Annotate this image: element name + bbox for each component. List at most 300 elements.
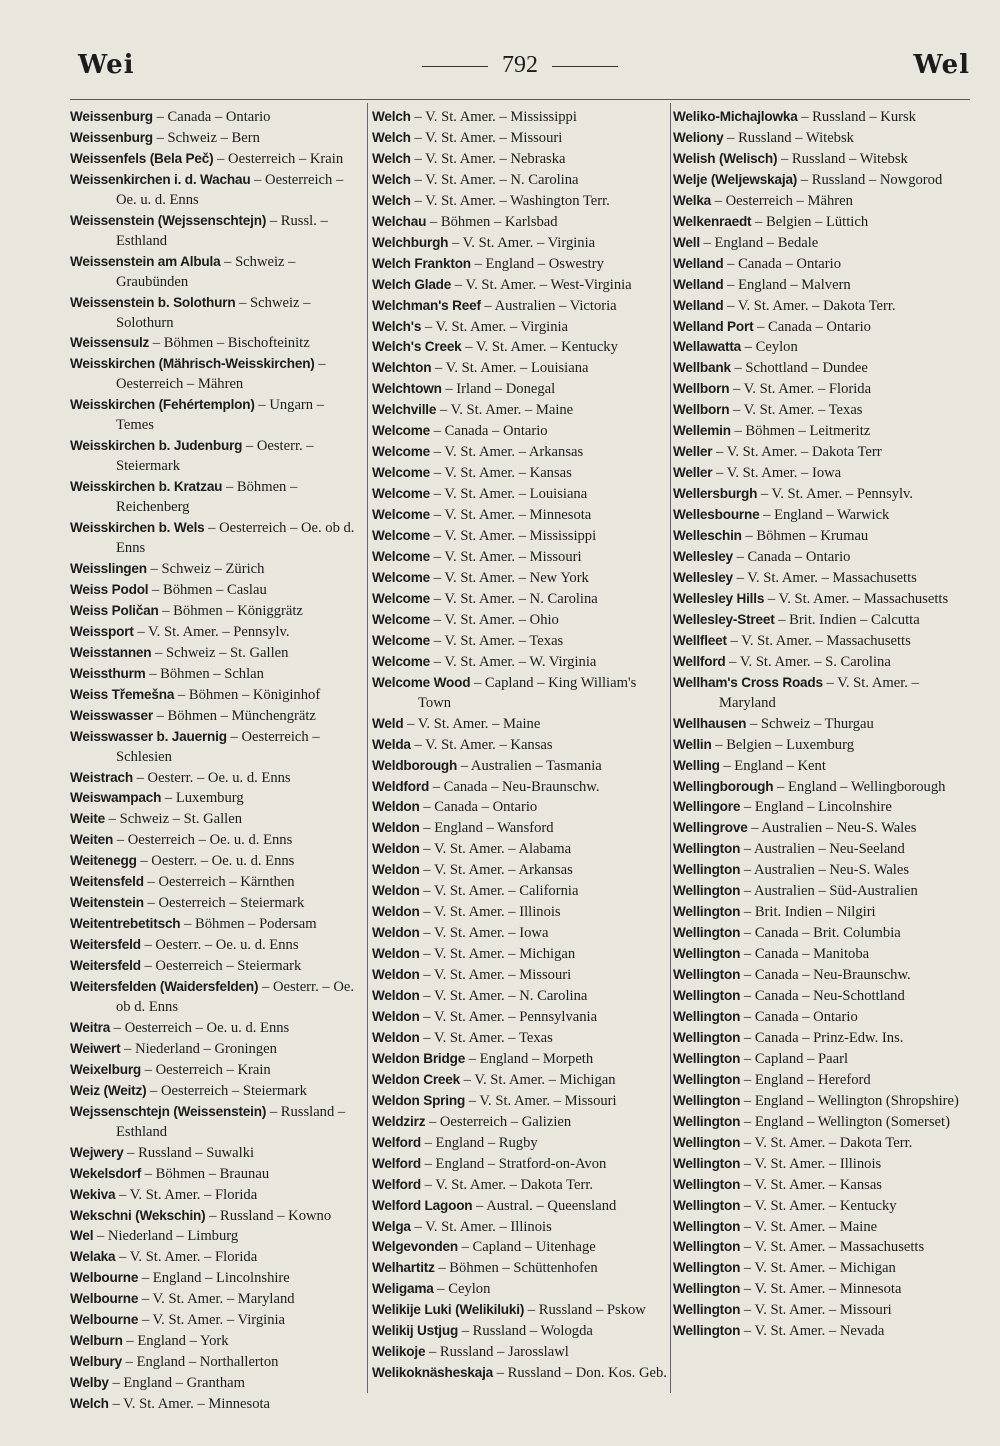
entry-location: – V. St. Amer. – Missouri	[740, 1302, 892, 1319]
entry-location: – V. St. Amer. – Minnesota	[108, 1396, 271, 1413]
entry-location: – Russland – Kowno	[205, 1207, 332, 1224]
entry-location: – Austral. – Queensland	[472, 1197, 617, 1214]
entry-headword: Welcome	[372, 486, 431, 502]
entry-headword: Wellington	[673, 904, 741, 920]
gazetteer-entry	[70, 768, 362, 789]
entry-headword: Weldon	[372, 1029, 420, 1045]
gazetteer-entry	[70, 1268, 362, 1289]
entry-location: – V. St. Amer. – Florida	[115, 1249, 258, 1266]
gazetteer-entry	[70, 107, 362, 128]
gazetteer-entry	[372, 1028, 668, 1049]
entry-headword: Weldon	[372, 883, 420, 899]
entry-location: – Oesterreich – Steiermark	[146, 1082, 307, 1099]
entry-headword: Weldon Spring	[372, 1092, 466, 1108]
entry-headword: Welka	[673, 192, 712, 208]
gazetteer-entry	[673, 839, 973, 860]
gazetteer-entry	[70, 643, 362, 664]
entry-headword: Wellemin	[673, 423, 731, 439]
entry-location: – England – Grantham	[108, 1375, 245, 1392]
gazetteer-entry	[372, 986, 668, 1007]
entry-headword: Weite	[70, 811, 106, 827]
entry-headword: Weitersfeld	[70, 958, 141, 974]
entry-location: – Ceylon	[741, 339, 798, 356]
entry-location: – V. St. Amer. – Florida	[729, 381, 872, 398]
page-header	[70, 50, 970, 90]
entry-headword: Welchton	[372, 360, 432, 376]
entry-location: – Russland – Wologda	[458, 1323, 593, 1340]
entry-headword: Wellesley Hills	[673, 590, 765, 606]
entry-location: – Australien – Neu-Seeland	[740, 841, 905, 858]
gazetteer-entry	[70, 1206, 362, 1227]
gazetteer-entry	[70, 706, 362, 727]
gazetteer-entry	[372, 923, 668, 944]
entry-location: – Belgien – Lüttich	[751, 213, 869, 230]
entry-location: – Brit. Indien – Calcutta	[774, 611, 920, 628]
entry-headword: Wekschni (Wekschin)	[70, 1207, 206, 1223]
entry-location: – V. St. Amer. – Michigan	[419, 946, 576, 963]
gazetteer-entry	[372, 1070, 668, 1091]
gazetteer-entry	[673, 1175, 973, 1196]
entry-headword: Weldon	[372, 799, 420, 815]
gazetteer-entry	[70, 170, 362, 211]
entry-headword: Wellhausen	[673, 715, 747, 731]
gazetteer-entry	[372, 1321, 668, 1342]
gazetteer-entry	[372, 797, 668, 818]
gazetteer-entry	[673, 1196, 973, 1217]
entry-headword: Weitentrebetitsch	[70, 916, 181, 932]
gazetteer-entry	[673, 902, 973, 923]
gazetteer-entry	[673, 714, 973, 735]
entry-location: – Canada – Prinz-Edw. Ins.	[740, 1029, 904, 1046]
gazetteer-entry	[372, 631, 668, 652]
entry-headword: Weldon	[372, 841, 420, 857]
gazetteer-entry	[372, 902, 668, 923]
entry-headword: Weissenstein am Albula	[70, 253, 221, 269]
gazetteer-entry	[372, 881, 668, 902]
gazetteer-entry	[70, 559, 362, 580]
entry-headword: Weiswampach	[70, 790, 162, 806]
entry-headword: Wellfleet	[673, 632, 727, 648]
gazetteer-entry	[372, 1091, 668, 1112]
gazetteer-entry	[372, 818, 668, 839]
gazetteer-entry	[70, 1352, 362, 1373]
gazetteer-entry	[673, 296, 973, 317]
entry-location: – England – Wellington (Somerset)	[740, 1113, 950, 1130]
entry-headword: Weitensfeld	[70, 874, 144, 890]
entry-location: – V. St. Amer. – S. Carolina	[725, 653, 891, 670]
entry-headword: Welby	[70, 1375, 109, 1391]
gazetteer-entry	[673, 358, 973, 379]
gazetteer-entry	[70, 1310, 362, 1331]
entry-headword: Welda	[372, 736, 411, 752]
entry-location: – Russland – Nowgorod	[797, 171, 943, 188]
entry-headword: Wellesley	[673, 569, 733, 585]
entry-location: – England – Malvern	[723, 276, 851, 293]
entry-headword: Welford	[372, 1155, 421, 1171]
entry-headword: Weisskirchen (Mährisch-Weisskirchen)	[70, 356, 315, 372]
entry-headword: Wellersburgh	[673, 486, 758, 502]
entry-headword: Weisswasser b. Jauernig	[70, 728, 227, 744]
gazetteer-entry	[70, 622, 362, 643]
entry-headword: Welch	[372, 171, 411, 187]
entry-location: – Canada – Ontario	[753, 318, 871, 335]
entry-location: – Ceylon	[433, 1281, 491, 1298]
entry-location: – Russland – Jarosslawl	[425, 1344, 569, 1361]
entry-headword: Wellington	[673, 925, 741, 941]
gazetteer-entry	[70, 518, 362, 559]
entry-location: – V. St. Amer. – Mississippi	[430, 528, 597, 545]
entry-headword: Weissenfels (Bela Peč)	[70, 150, 214, 166]
gazetteer-entry	[70, 851, 362, 872]
entry-location: – V. St. Amer. – Missouri	[465, 1092, 617, 1109]
entry-headword: Wellington	[673, 1218, 741, 1234]
gazetteer-entry	[70, 685, 362, 706]
entry-headword: Welcome	[372, 528, 431, 544]
entry-headword: Weldon	[372, 820, 420, 836]
gazetteer-entry	[70, 580, 362, 601]
entry-headword: Wellesbourne	[673, 507, 760, 523]
entry-headword: Welchburgh	[372, 234, 449, 250]
gazetteer-entry	[372, 526, 668, 547]
entry-location: – England – Northallerton	[121, 1354, 279, 1371]
entry-headword: Weixelburg	[70, 1061, 142, 1077]
entry-location: – Australien – Süd-Australien	[740, 883, 918, 900]
entry-headword: Welling	[673, 757, 720, 773]
gazetteer-entry	[673, 1321, 973, 1342]
entry-headword: Weissport	[70, 623, 134, 639]
entry-location: – England – Lincolnshire	[138, 1270, 290, 1287]
gazetteer-entry	[372, 233, 668, 254]
entry-location: – V. St. Amer. – Missouri	[410, 129, 563, 146]
gazetteer-entry	[372, 756, 668, 777]
gazetteer-entry	[372, 1049, 668, 1070]
entry-headword: Weiss Poličan	[70, 602, 159, 618]
gazetteer-entry	[673, 379, 973, 400]
entry-headword: Wellington	[673, 1197, 741, 1213]
entry-location: – Oesterreich – Schlesien	[116, 728, 320, 765]
entry-location: – England – Wellingborough	[773, 778, 946, 795]
entry-headword: Welland	[673, 255, 724, 271]
entry-headword: Weissenstein (Wejssenschtejn)	[70, 212, 267, 228]
entry-location: – Russland – Suwalki	[123, 1144, 255, 1161]
entry-location: – V. St. Amer. – Iowa	[419, 925, 549, 942]
gazetteer-entry	[372, 1258, 668, 1279]
entry-location: – Oesterr. – Oe. u. d. Enns	[132, 769, 291, 786]
entry-headword: Welbourne	[70, 1291, 139, 1307]
gazetteer-entry	[673, 191, 973, 212]
entry-headword: Welikoje	[372, 1344, 426, 1360]
entry-headword: Welch	[372, 192, 411, 208]
entry-headword: Weldon	[372, 967, 420, 983]
entry-headword: Weller	[673, 444, 713, 460]
gazetteer-entry	[673, 589, 973, 610]
entry-location: – Oesterreich – Steiermark	[143, 895, 305, 912]
gazetteer-entry	[673, 442, 973, 463]
entry-location: – V. St. Amer. – Maine	[740, 1218, 878, 1235]
entry-headword: Weiss Podol	[70, 581, 149, 597]
gazetteer-entry	[70, 1143, 362, 1164]
entry-location: – V. St. Amer. – Louisiana	[431, 360, 589, 377]
entry-location: – England – Bedale	[699, 234, 819, 251]
entry-location: – Canada – Neu-Schottland	[740, 988, 905, 1005]
gazetteer-entry	[372, 777, 668, 798]
gazetteer-entry	[673, 107, 973, 128]
entry-headword: Wellford	[673, 653, 726, 669]
entry-location: – Canada – Neu-Braunschw.	[740, 967, 911, 984]
gazetteer-entry	[673, 317, 973, 338]
gazetteer-entry	[673, 1217, 973, 1238]
entry-headword: Weisskirchen b. Judenburg	[70, 438, 243, 454]
gazetteer-entry	[673, 673, 973, 714]
gazetteer-entry	[673, 1237, 973, 1258]
entry-headword: Weisstannen	[70, 644, 152, 660]
gazetteer-entry	[372, 1363, 668, 1384]
gazetteer-entry	[70, 128, 362, 149]
gazetteer-entry	[673, 610, 973, 631]
gazetteer-entry	[70, 149, 362, 170]
entry-headword: Weiss Třemešna	[70, 686, 175, 702]
entry-location: – Oesterreich – Krain	[213, 150, 344, 167]
entry-location: – V. St. Amer. – W. Virginia	[430, 653, 597, 670]
entry-location: – Schweiz – St. Gallen	[105, 811, 243, 828]
entry-headword: Weldon	[372, 1008, 420, 1024]
entry-location: – V. St. Amer. – Arkansas	[419, 862, 573, 879]
entry-headword: Weitersfelden (Waidersfelden)	[70, 979, 259, 995]
entry-column-3	[673, 107, 973, 1342]
gazetteer-entry	[673, 1091, 973, 1112]
entry-headword: Wel	[70, 1228, 94, 1244]
gazetteer-entry	[372, 337, 668, 358]
gazetteer-entry	[673, 1028, 973, 1049]
entry-location: – England – Morpeth	[465, 1050, 594, 1067]
entry-headword: Welch	[70, 1396, 109, 1412]
entry-location: – V. St. Amer. – Kansas	[740, 1176, 882, 1193]
gazetteer-entry	[372, 1217, 668, 1238]
entry-location: – Belgien – Luxemburg	[711, 736, 854, 753]
entry-headword: Welcome	[372, 653, 431, 669]
entry-headword: Welford	[372, 1134, 421, 1150]
entry-location: – Böhmen – Karlsbad	[426, 213, 558, 230]
entry-location: – V. St. Amer. – Michigan	[460, 1071, 616, 1088]
gazetteer-entry	[372, 568, 668, 589]
gazetteer-entry	[372, 379, 668, 400]
gazetteer-entry	[673, 1133, 973, 1154]
gazetteer-entry	[372, 1279, 668, 1300]
entry-headword: Weisslingen	[70, 560, 147, 576]
entry-location: – Capland – King William's Town	[418, 674, 637, 711]
entry-location: – Oesterreich – Mähren	[711, 192, 853, 209]
entry-headword: Welkenraedt	[673, 213, 752, 229]
gazetteer-entry	[372, 1237, 668, 1258]
entry-location: – V. St. Amer. – Alabama	[419, 841, 572, 858]
header-left-catchword: Wei	[78, 50, 135, 80]
entry-location: – Russland – Don. Kos. Geb.	[493, 1365, 667, 1382]
gazetteer-entry	[372, 421, 668, 442]
entry-location: – Canada – Ontario	[419, 799, 538, 816]
gazetteer-entry	[673, 1300, 973, 1321]
entry-headword: Wellington	[673, 1050, 741, 1066]
gazetteer-entry	[70, 1373, 362, 1394]
entry-location: – V. St. Amer. – Pennsylv.	[757, 486, 914, 503]
entry-location: – V. St. Amer. – Nebraska	[410, 150, 566, 167]
entry-headword: Wellington	[673, 1134, 741, 1150]
gazetteer-entry	[372, 673, 668, 714]
entry-location: – V. St. Amer. – Massachusetts	[764, 590, 949, 607]
entry-location: – V. St. Amer. – Maine	[403, 715, 541, 732]
entry-headword: Weissensulz	[70, 335, 150, 351]
gazetteer-entry	[70, 354, 362, 395]
entry-location: – Australien – Tasmania	[457, 757, 602, 774]
entry-location: – V. St. Amer. – Dakota Terr.	[420, 1176, 594, 1193]
column-divider	[367, 103, 368, 1393]
entry-location: – England – Wellington (Shropshire)	[740, 1092, 959, 1109]
entry-location: – V. St. Amer. – Massachusetts	[726, 632, 911, 649]
entry-location: – Canada – Ontario	[740, 1008, 858, 1025]
gazetteer-entry	[70, 727, 362, 768]
entry-location: – Canada – Ontario	[732, 549, 851, 566]
gazetteer-entry	[673, 254, 973, 275]
entry-location: – V. St. Amer. – Nevada	[740, 1323, 885, 1340]
entry-location: – Canada – Neu-Braunschw.	[429, 778, 600, 795]
entry-headword: Weitenegg	[70, 853, 137, 869]
entry-location: – Böhmen – Münchengrätz	[152, 707, 316, 724]
entry-location: – Oesterreich – Oe. u. d. Enns	[116, 171, 344, 208]
entry-headword: Weller	[673, 465, 713, 481]
gazetteer-entry	[372, 442, 668, 463]
entry-location: – V. St. Amer. – West-Virginia	[451, 276, 632, 293]
entry-location: – V. St. Amer. – Illinois	[419, 904, 561, 921]
gazetteer-entry	[70, 872, 362, 893]
gazetteer-entry	[70, 1018, 362, 1039]
entry-headword: Weldborough	[372, 757, 458, 773]
entry-headword: Wellington	[673, 841, 741, 857]
entry-location: – Oesterr. – Oe. u. d. Enns	[136, 853, 295, 870]
entry-location: – V. St. Amer. – Dakota Terr	[712, 444, 882, 461]
entry-headword: Welbourne	[70, 1270, 139, 1286]
entry-location: – Russland – Pskow	[524, 1302, 646, 1319]
gazetteer-entry	[372, 944, 668, 965]
entry-headword: Wellborn	[673, 381, 730, 397]
entry-headword: Welland Port	[673, 318, 754, 334]
entry-location: – Oesterreich – Mähren	[116, 356, 326, 393]
entry-headword: Weldon	[372, 988, 420, 1004]
entry-location: – V. St. Amer. – Michigan	[740, 1260, 896, 1277]
entry-headword: Wellawatta	[673, 339, 742, 355]
entry-location: – V. St. Amer. – Mississippi	[410, 109, 577, 125]
entry-location: – Australien – Neu-S. Wales	[747, 820, 917, 837]
entry-location: – V. St. Amer. – Texas	[729, 402, 863, 419]
entry-headword: Wejssenschtejn (Weissenstein)	[70, 1103, 267, 1119]
entry-headword: Welleschin	[673, 528, 742, 544]
entry-location: – V. St. Amer. – Dakota Terr.	[740, 1134, 913, 1151]
gazetteer-entry	[70, 293, 362, 334]
entry-headword: Weldford	[372, 778, 430, 794]
gazetteer-entry	[673, 1007, 973, 1028]
entry-location: – Schweiz – Bern	[152, 129, 260, 146]
gazetteer-entry	[673, 421, 973, 442]
gazetteer-entry	[70, 601, 362, 622]
gazetteer-entry	[372, 839, 668, 860]
entry-location: – Oesterr. – Oe. u. d. Enns	[140, 937, 299, 954]
entry-headword: Wellington	[673, 1323, 741, 1339]
gazetteer-entry	[372, 652, 668, 673]
entry-headword: Welchtown	[372, 381, 442, 397]
entry-headword: Welbury	[70, 1354, 122, 1370]
entry-headword: Welcome	[372, 549, 431, 565]
gazetteer-entry	[673, 568, 973, 589]
entry-headword: Wellington	[673, 967, 741, 983]
entry-headword: Wejwery	[70, 1144, 124, 1160]
entry-location: – Luxemburg	[161, 790, 244, 807]
entry-headword: Well	[673, 234, 700, 250]
entry-headword: Welford Lagoon	[372, 1197, 473, 1213]
entry-location: – V. St. Amer. – Maryland	[138, 1291, 295, 1308]
entry-location: – Böhmen – Krumau	[741, 528, 869, 545]
entry-location: – Schweiz – Zürich	[146, 560, 265, 577]
entry-headword: Weld	[372, 715, 404, 731]
entry-location: – Böhmen – Königgrätz	[158, 602, 303, 619]
gazetteer-entry	[372, 589, 668, 610]
entry-location: – England – Kent	[719, 757, 826, 774]
entry-headword: Welch Glade	[372, 276, 452, 292]
entry-location: – Böhmen – Leitmeritz	[730, 423, 871, 440]
entry-headword: Weisskirchen b. Kratzau	[70, 479, 223, 495]
entry-location: – Schweiz – Graubünden	[116, 253, 296, 290]
gazetteer-entry	[372, 1196, 668, 1217]
header-dash-left	[422, 66, 488, 67]
entry-location: – Böhmen – Bischofteinitz	[149, 335, 310, 352]
gazetteer-entry	[673, 777, 973, 798]
entry-location: – Capland – Paarl	[740, 1050, 849, 1067]
gazetteer-entry	[372, 505, 668, 526]
entry-headword: Welgevonden	[372, 1239, 458, 1255]
gazetteer-entry	[70, 1331, 362, 1352]
entry-headword: Wellington	[673, 1113, 741, 1129]
entry-location: – V. St. Amer. – Missouri	[430, 549, 582, 566]
entry-headword: Welish (Welisch)	[673, 150, 778, 166]
entry-headword: Weisswasser	[70, 707, 153, 723]
gazetteer-entry	[673, 860, 973, 881]
entry-headword: Welikije Luki (Welikiluki)	[372, 1302, 525, 1318]
entry-headword: Wellbank	[673, 360, 731, 376]
entry-headword: Welch	[372, 129, 411, 145]
entry-headword: Weissenstein b. Solothurn	[70, 294, 236, 310]
entry-headword: Welikij Ustjug	[372, 1323, 459, 1339]
gazetteer-entry	[372, 610, 668, 631]
gazetteer-entry	[70, 211, 362, 252]
entry-headword: Wellesley-Street	[673, 611, 775, 627]
entry-headword: Welcome	[372, 423, 431, 439]
entry-headword: Welaka	[70, 1249, 116, 1265]
gazetteer-entry	[372, 1342, 668, 1363]
entry-location: – V. St. Amer. – Maine	[436, 402, 574, 419]
entry-location: – V. St. Amer. – Kentucky	[740, 1197, 897, 1214]
gazetteer-entry	[70, 935, 362, 956]
gazetteer-entry	[673, 986, 973, 1007]
gazetteer-entry	[70, 477, 362, 518]
entry-location: – V. St. Amer. – Missouri	[419, 967, 572, 984]
entry-location: – V. St. Amer. – California	[419, 883, 579, 900]
gazetteer-entry	[70, 893, 362, 914]
page-number-block	[70, 52, 970, 79]
entry-headword: Welcome Wood	[372, 674, 471, 690]
entry-column-2	[372, 107, 668, 1384]
entry-headword: Wellington	[673, 988, 741, 1004]
entry-headword: Welch Frankton	[372, 255, 471, 271]
entry-headword: Welch	[372, 150, 411, 166]
entry-location: – Russl. – Esthland	[116, 212, 328, 249]
entry-location: – Canada – Ontario	[723, 255, 841, 272]
